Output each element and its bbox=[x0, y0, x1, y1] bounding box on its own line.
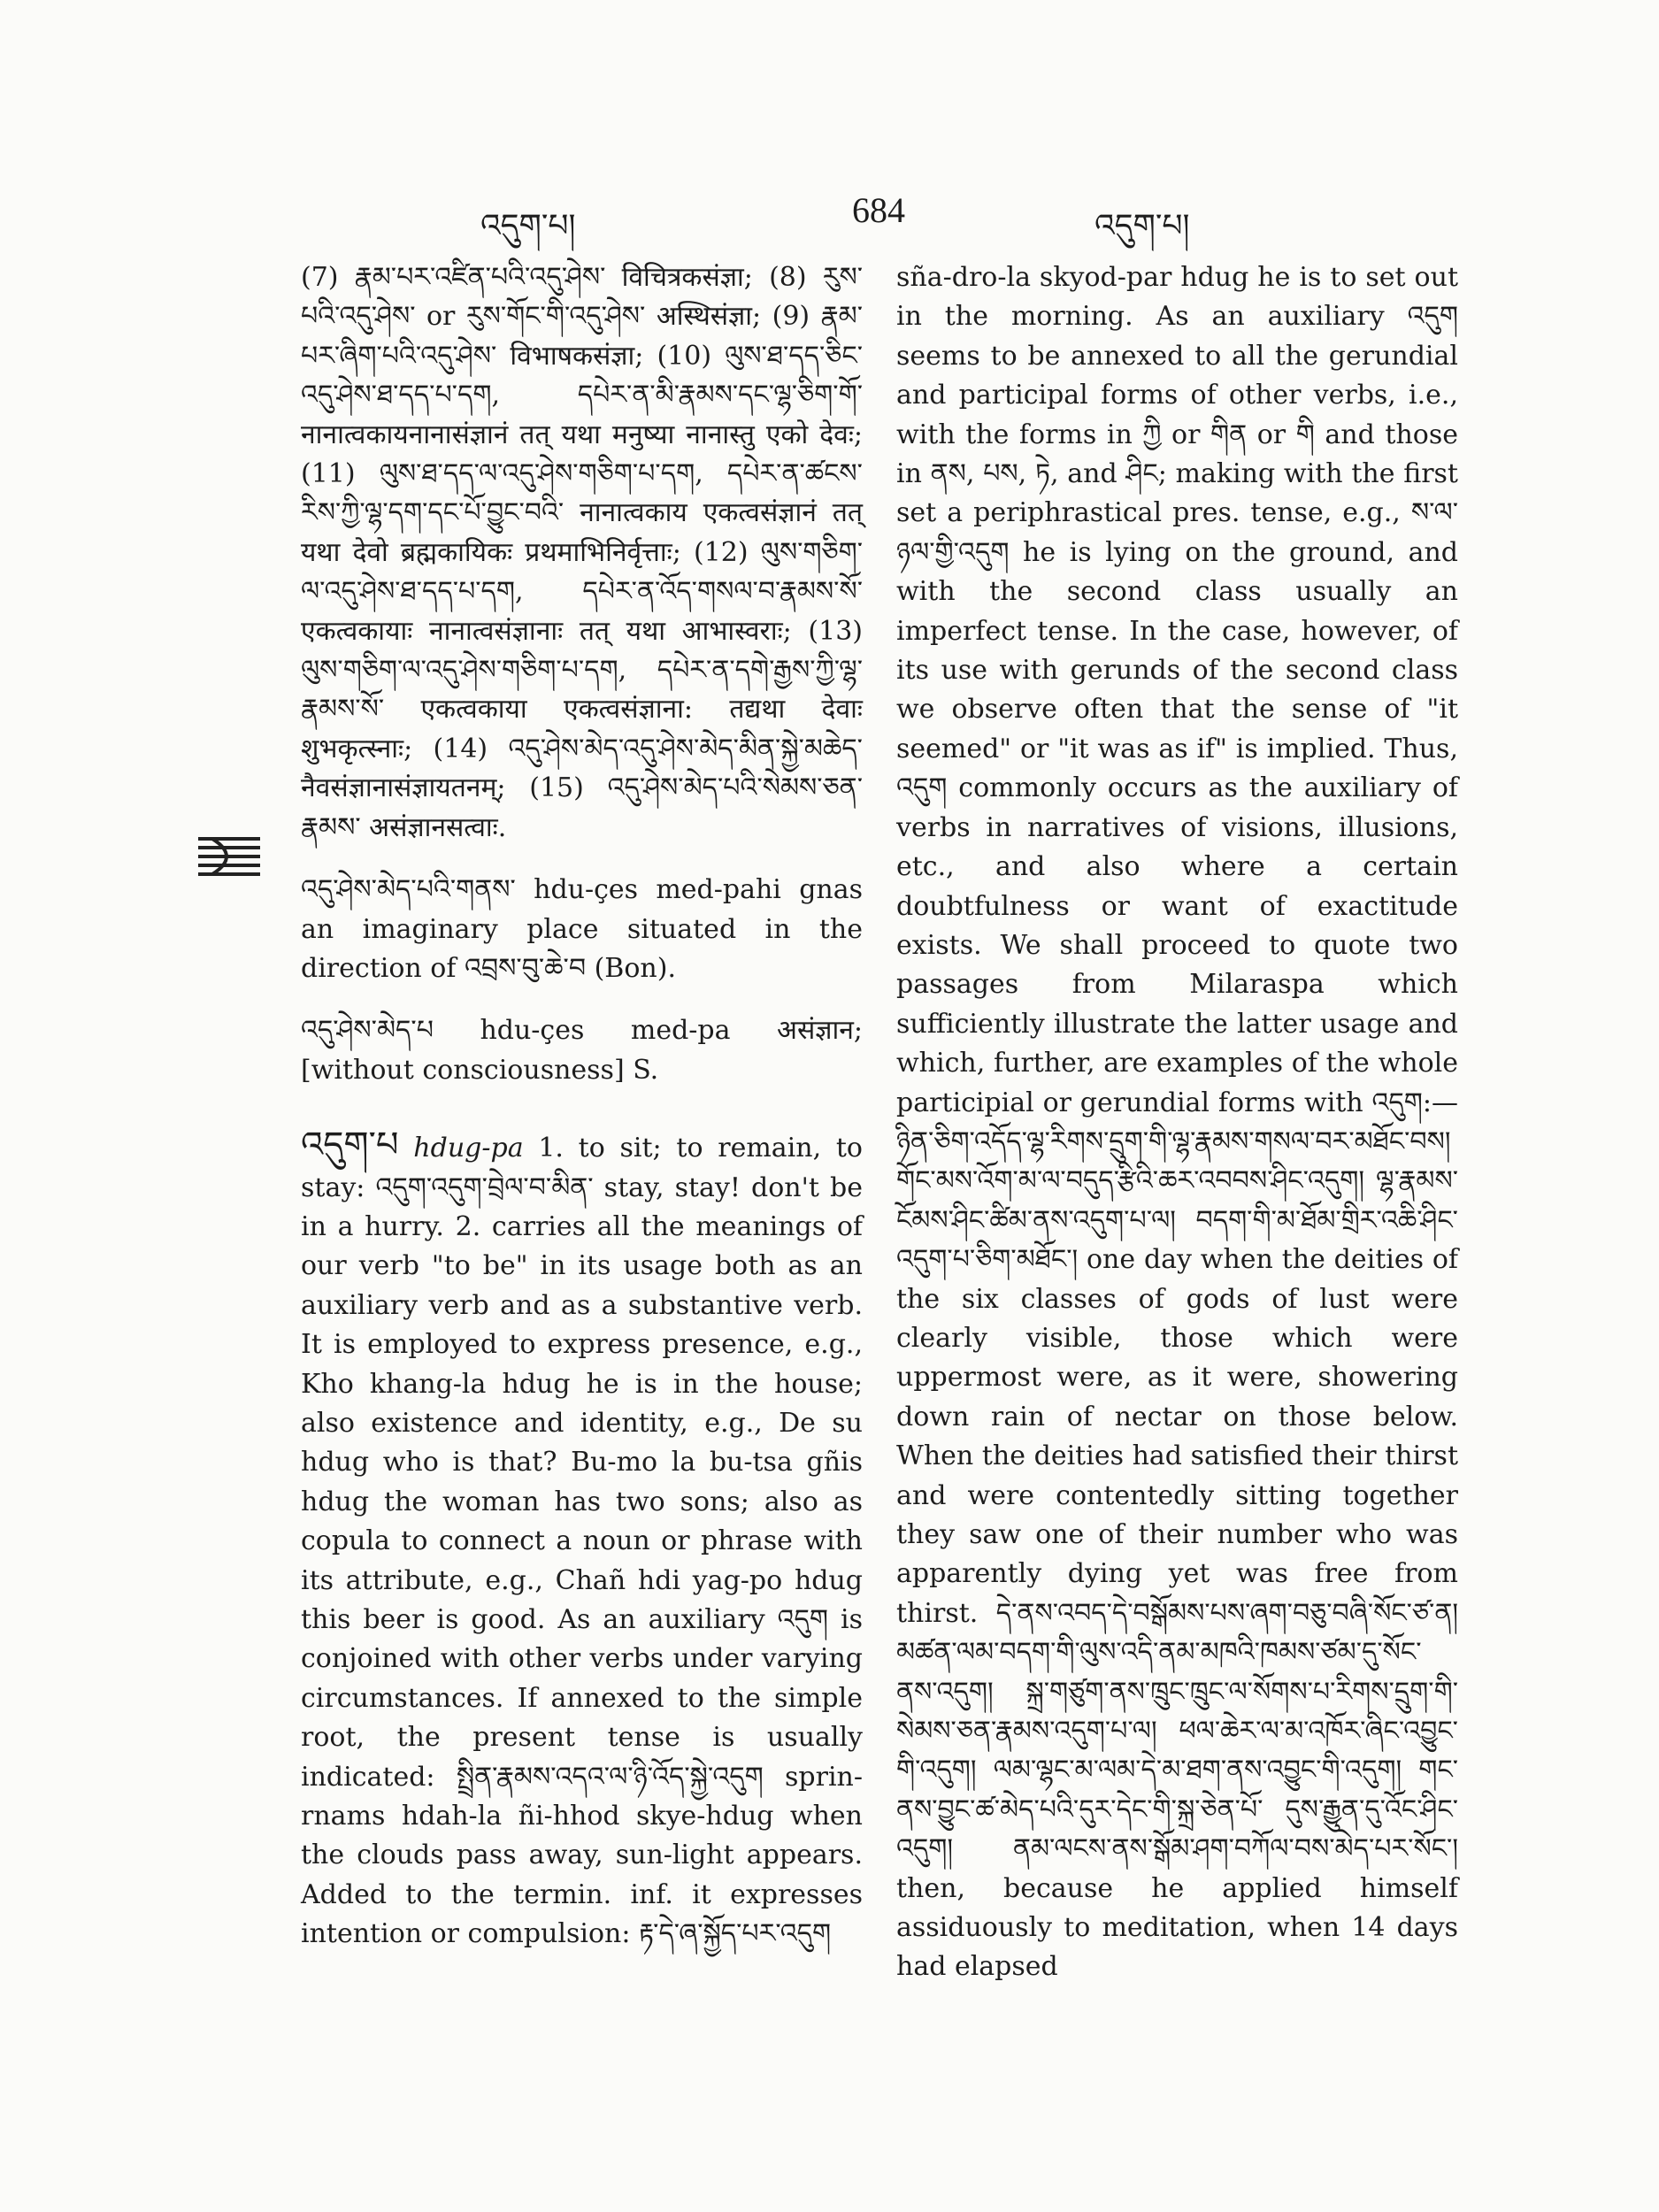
paragraph-right-continuation: sña-dro-la skyod-par hdug he is to set out in the morning. As an auxiliary འདུག seems to be annexed to all the gerundial and participal forms of other verbs, i.e., with the forms in ཀྱི or གིན or གི and those in ནས, པས, ཏེ, and ཤིང; making with the first set a periphrastical pres. tense, e.g., ས་ལ་ཉལ་གྱི་འདུག he is lying on the ground, and with the second class usually an imperfect tense. In the case, however, of its use with gerunds of the second class we observe often that the sense of "it seemed" or "it was as if" is implied. Thus, འདུག commonly occurs as the auxiliary of verbs in narratives of visions, illusions, etc., and also where a certain doubtfulness or want of exactitude exists. We shall proceed to quote two passages from Milaraspa which sufficiently illustrate the latter usage and which, further, are examples of the whole participial or gerundial forms with འདུག:—ཉིན་ཅིག་འདོད་ལྷ་རིགས་དྲུག་གི་ལྷ་རྣམས་གསལ་བར་མཐོང་བས། གོང་མས་འོག་མ་ལ་བདུད་རྩིའི་ཆར་འབབས་ཤིང་འདུག། ལྷ་རྣམས་ངོམས་ཤིང་ཚིམ་ནས་འདུག་པ་ལ། བདག་གི་མ་ཐོམ་གྲིར་འཆི་ཤིང་འདུག་པ་ཅིག་མཐོང་། one day when the deities of the six classes of gods of lust were clearly visible, those which were uppermost were, as it were, showering down rain of nectar on those below. When the deities had satisfied their thirst and were contentedly sitting together they saw one of their number who was apparently dying yet was free from thirst. དེ་ནས་འབད་དེ་བསྒོམས་པས་ཞག་བཅུ་བཞི་སོང་ཙ་ན། མཚན་ལམ་བདག་གི་ལུས་འདི་ནམ་མཁའི་ཁམས་ཙམ་དུ་སོང་ནས་འདུག། སྐྲ་གཙུག་ནས་ཁྲུང་ཁྲུང་ལ་སོགས་པ་རིགས་དྲུག་གི་སེམས་ཅན་རྣམས་འདུག་པ་ལ། ཕལ་ཆེར་ལ་མ་འཁོར་ཞིང་འབྱུང་གི་འདུག། ལམ་ལྷང་མ་ལམ་དེ་མ་ཐག་ནས་འབྱུང་གི་འདུག། གང་ནས་བྱུང་ཚ་མེད་པའི་དུར་དེང་གི་སྐྲ་ཅེན་པོ་ དུས་རྒྱུན་དུ་འོང་ཤིང་འདུག། ནམ་ལངས་ནས་སྒོམ་ཤག་བཀོལ་བས་མེད་པར་སོང་། then, because he applied himself assiduously to meditation, when 14 days had elapsed bbox=[896, 262, 1458, 1983]
entry-body: 1. to sit; to remain, to stay: འདུག་འདུག་བྲེལ་བ་མིན་ stay, stay! don't be in a hurry. 2. carries all the meanings of our verb "to be" in its usage both as an auxiliary verb and as a substantive verb. It is employed to express presence, e.g., Kho khang-la hdug he is in the house; also existence and identity, e.g., De su hdug who is that? Bu-mo la bu-tsa gñis hdug the woman has two sons; also as copula to connect a noun or phrase with its attribute, e.g., Chañ hdi yag-po hdug this beer is good. As an auxiliary འདུག is conjoined with other verbs under varying circumstances. If annexed to the simple root, the present tense is usually indicated: སྤྲིན་རྣམས་འདའ་ལ་ཉི་འོད་སྐྱེ་འདུག sprin-rnams hdah-la ñi-hhod skye-hdug when the clouds pass away, sun-light appears. Added to the termin. inf. it expresses intention or compulsion: རྟ་དེ་ཞ་སྐྱོད་པར་འདུག bbox=[301, 1133, 863, 1950]
paragraph-without-consciousness: འདུ་ཤེས་མེད་པ hdu-çes med-pa असंज्ञान; [without consciousness] S. bbox=[301, 1015, 863, 1086]
entry-headword: འདུག་པ bbox=[301, 1125, 399, 1166]
header-right-word: འདུག་པ། bbox=[1094, 208, 1190, 244]
paragraph-imaginary-place: འདུ་ཤེས་མེད་པའི་གནས་ hdu-çes med-pahi gnas an imaginary place situated in the direction of འབྲས་བུ་ཆེ་བ (Bon). bbox=[301, 874, 863, 984]
left-column bbox=[301, 258, 863, 1955]
page-number: 684 bbox=[852, 190, 905, 230]
margin-glyph-icon bbox=[195, 833, 264, 883]
paragraph-sanskrit-list: (7) རྣམ་པར་འཛིན་པའི་འདུ་ཤེས་ विचित्रकसंज्ञा; (8) རུས་པའི་འདུ་ཤེས་ or རུས་གོང་གི་འདུ་ཤེས་ अस्थिसंज्ञा; (9) རྣམ་པར་ཞིག་པའི་འདུ་ཤེས་ विभाषकसंज्ञा; (10) ལུས་ཐ་དད་ཅིང་འདུ་ཤེས་ཐ་དད་པ་དག, དཔེར་ན་མི་རྣམས་དང་ལྷ་ཅིག་གོ་ नानात्वकायनानासंज्ञानं तत् यथा मनुष्या नानास्तु एको देवः; (11) ལུས་ཐ་དད་ལ་འདུ་ཤེས་གཅིག་པ་དག, དཔེར་ན་ཚངས་རིས་ཀྱི་ལྷ་དག་དང་པོ་བྱུང་བའི་ नानात्वकाय एकत्वसंज्ञानं तत् यथा देवो ब्रह्मकायिकः प्रथमाभिनिर्वृत्ताः; (12) ལུས་གཅིག་ལ་འདུ་ཤེས་ཐ་དད་པ་དག, དཔེར་ན་འོད་གསལ་བ་རྣམས་སོ་ एकत्वकायाः नानात्वसंज्ञानाः तत् यथा आभास्वराः; (13) ལུས་གཅིག་ལ་འདུ་ཤེས་གཅིག་པ་དག, དཔེར་ན་དགེ་རྒྱས་ཀྱི་ལྷ་རྣམས་སོ་ एकत्वकाया एकत्वसंज्ञाना: तद्यथा देवाः शुभकृत्स्नाः; (14) འདུ་ཤེས་མེད་འདུ་ཤེས་མེད་མིན་སྐྱེ་མཆེད་ नैवसंज्ञानासंज्ञायतनम्; (15) འདུ་ཤེས་མེད་པའི་སེམས་ཅན་རྣམས་ असंज्ञानसत्वाः. bbox=[301, 262, 863, 843]
right-column bbox=[896, 258, 1458, 1987]
entry-transliteration: hdug-pa bbox=[413, 1133, 524, 1164]
header-left-word: འདུག་པ། bbox=[480, 208, 576, 244]
entry-hdug-pa bbox=[301, 1125, 863, 1955]
page-header bbox=[0, 189, 1659, 242]
